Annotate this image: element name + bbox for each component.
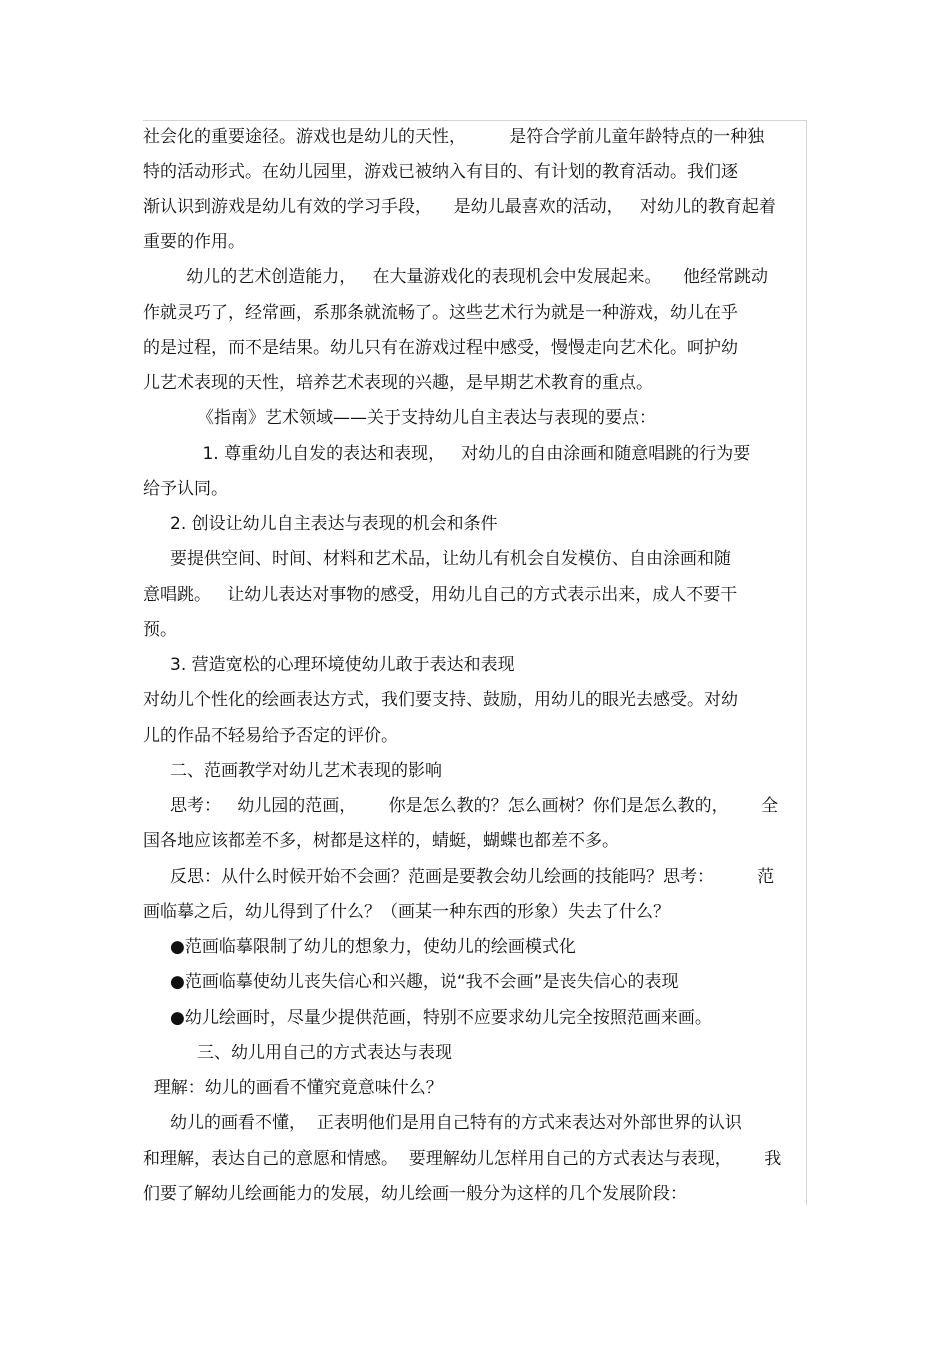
text-line: 对幼儿个性化的绘画表达方式，我们要支持、鼓励，用幼儿的眼光去感受。对幼 xyxy=(143,690,738,710)
text-line: 儿的作品不轻易给予否定的评价。 xyxy=(143,726,398,746)
text-line: ●范画临摹限制了幼儿的想象力，使幼儿的绘画模式化 xyxy=(143,937,576,957)
text-line: 和理解，表达自己的意愿和情感。 要理解幼儿怎样用自己的方式表达与表现， 我 xyxy=(143,1149,782,1169)
text-line: 重要的作用。 xyxy=(143,232,245,252)
text-line: 1. 尊重幼儿自发的表达和表现， 对幼儿的自由涂画和随意唱跳的行为要 xyxy=(143,444,751,464)
text-line: 儿艺术表现的天性，培养艺术表现的兴趣，是早期艺术教育的重点。 xyxy=(143,373,653,393)
text-line: 们要了解幼儿绘画能力的发展，幼儿绘画一般分为这样的几个发展阶段： xyxy=(143,1184,687,1204)
text-line: 二、范画教学对幼儿艺术表现的影响 xyxy=(143,761,443,781)
text-line: 给予认同。 xyxy=(143,479,228,499)
text-line: ●幼儿绘画时，尽量少提供范画，特别不应要求幼儿完全按照范画来画。 xyxy=(143,1008,712,1028)
text-line: 幼儿的艺术创造能力， 在大量游戏化的表现机会中发展起来。 他经常跳动 xyxy=(143,267,769,287)
text-line: 画临摹之后，幼儿得到了什么？（画某一种东西的形象）失去了什么？ xyxy=(143,902,670,922)
text-line: 要提供空间、时间、材料和艺术品，让幼儿有机会自发模仿、自由涂画和随 xyxy=(143,549,732,569)
text-line: 《指南》艺术领域——关于支持幼儿自主表达与表现的要点： xyxy=(143,408,657,428)
text-line: 反思：从什么时候开始不会画？范画是要教会幼儿绘画的技能吗？思考： 范 xyxy=(143,867,775,887)
text-line: 的是过程，而不是结果。幼儿只有在游戏过程中感受，慢慢走向艺术化。呵护幼 xyxy=(143,338,738,358)
text-line: 三、幼儿用自己的方式表达与表现 xyxy=(143,1043,453,1063)
text-line: 幼儿的画看不懂， 正表明他们是用自己特有的方式来表达对外部世界的认识 xyxy=(143,1113,742,1133)
text-line: 3. 营造宽松的心理环境使幼儿敢于表达和表现 xyxy=(143,655,515,675)
text-line: ●范画临摹使幼儿丧失信心和兴趣，说“我不会画”是丧失信心的表现 xyxy=(143,972,679,992)
text-line: 作就灵巧了，经常画，系那条就流畅了。这些艺术行为就是一种游戏，幼儿在乎 xyxy=(143,303,738,323)
text-line: 预。 xyxy=(143,620,177,640)
text-line: 渐认识到游戏是幼儿有效的学习手段， 是幼儿最喜欢的活动， 对幼儿的教育起着 xyxy=(143,197,776,217)
text-line: 社会化的重要途径。游戏也是幼儿的天性， 是符合学前儿童年龄特点的一种独 xyxy=(143,127,765,147)
text-line: 意唱跳。 让幼儿表达对事物的感受，用幼儿自己的方式表示出来，成人不要干 xyxy=(143,585,738,605)
text-line: 特的活动形式。在幼儿园里，游戏已被纳入有目的、有计划的教育活动。我们逐 xyxy=(143,162,738,182)
text-line: 2. 创设让幼儿自主表达与表现的机会和条件 xyxy=(143,514,498,534)
text-line: 国各地应该都差不多，树都是这样的，蜻蜓，蝴蝶也都差不多。 xyxy=(143,831,619,851)
text-line: 理解：幼儿的画看不懂究竟意味什么？ xyxy=(143,1078,443,1098)
text-line: 思考： 幼儿园的范画， 你是怎么教的？怎么画树？你们是怎么教的， 全 xyxy=(143,796,779,816)
